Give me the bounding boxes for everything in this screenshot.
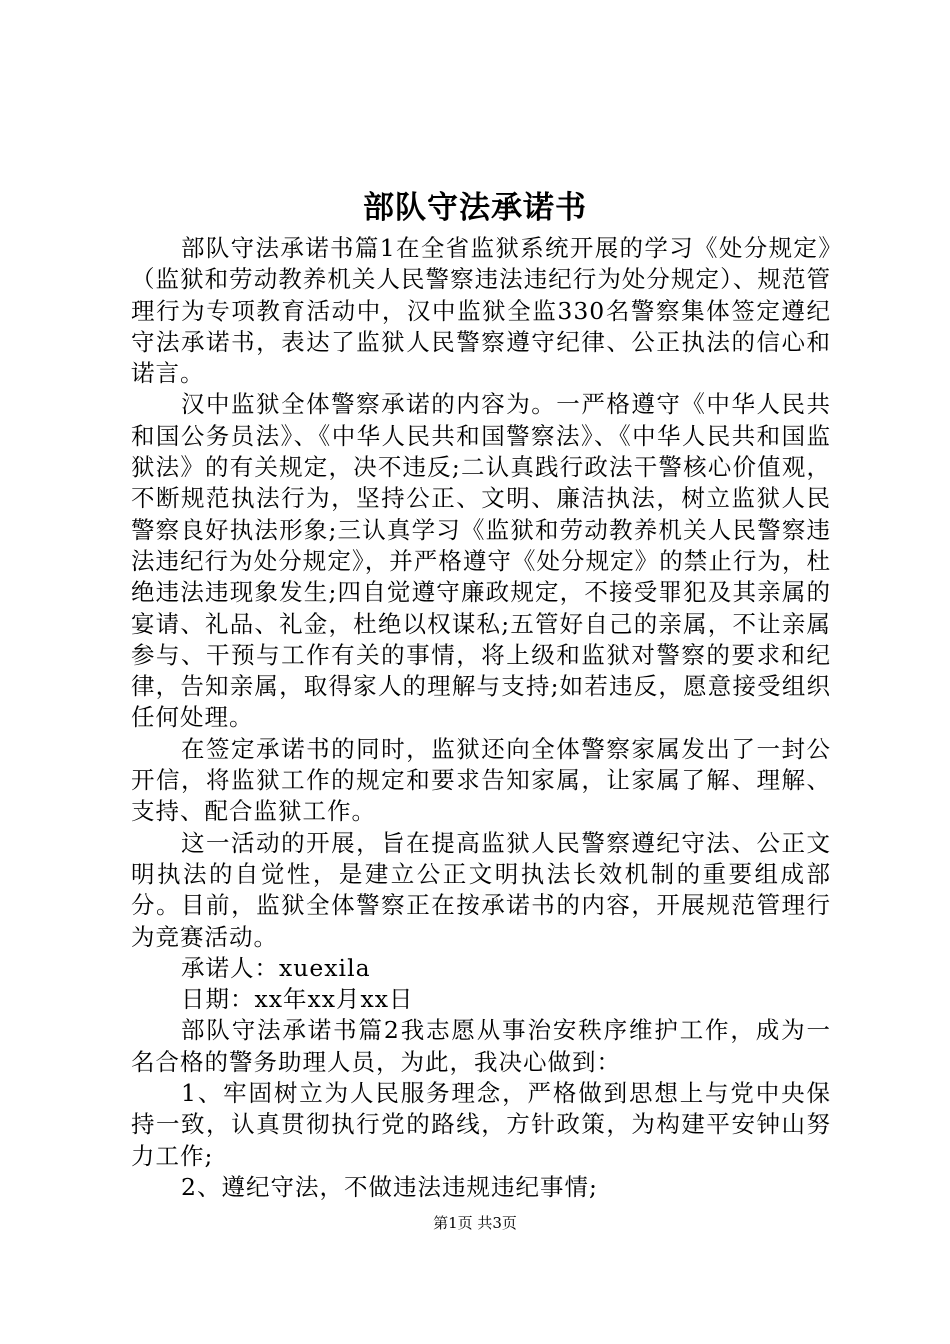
paragraph: 部队守法承诺书篇2我志愿从事治安秩序维护工作，成为一名合格的警务助理人员，为此，我决心做到：	[131, 1016, 831, 1076]
date-line: 日期：xx年xx月xx日	[181, 985, 414, 1014]
paragraph: 1、牢固树立为人民服务理念，严格做到思想上与党中央保持一致，认真贯彻执行党的路线，方针政策，为构建平安钟山努力工作;	[131, 1079, 831, 1170]
paragraph: 在签定承诺书的同时，监狱还向全体警察家属发出了一封公开信，将监狱工作的规定和要求告知家属，让家属了解、理解、支持、配合监狱工作。	[131, 734, 831, 826]
page-indicator: 第1页 共3页	[433, 1214, 517, 1232]
paragraph: 这一活动的开展，旨在提高监狱人民警察遵纪守法、公正文明执法的自觉性，是建立公正文明执法长效机制的重要组成部分。目前，监狱全体警察正在按承诺书的内容，开展规范管理行为竞赛活动。	[131, 828, 831, 951]
signatory-line: 承诺人：xuexila	[181, 953, 371, 982]
paragraph: 部队守法承诺书篇1在全省监狱系统开展的学习《处分规定》（监狱和劳动教养机关人民警察违法违纪行为处分规定）、规范管理行为专项教育活动中，汉中监狱全监330名警察集体签定遵纪守法承诺书，表达了监狱人民警察遵守纪律、公正执法的信心和诺言。	[131, 234, 831, 388]
paragraph: 汉中监狱全体警察承诺的内容为。一严格遵守《中华人民共和国公务员法》、《中华人民共和国警察法》、《中华人民共和国监狱法》的有关规定，决不违反;二认真践行政法干警核心价值观，不断规范执法行为，坚持公正、文明、廉洁执法，树立监狱人民警察良好执法形象;三认真学习《监狱和劳动教养机关人民警察违法违纪行为处分规定》，并严格遵守《处分规定》的禁止行为，杜绝违法违现象发生;四自觉遵守廉政规定，不接受罪犯及其亲属的宴请、礼品、礼金，杜绝以权谋私;五管好自己的亲属，不让亲属参与、干预与工作有关的事情，将上级和监狱对警察的要求和纪律，告知亲属，取得家人的理解与支持;如若违反，愿意接受组织任何处理。	[131, 390, 831, 732]
document-title: 部队守法承诺书	[363, 190, 587, 226]
document-body	[131, 233, 831, 1203]
paragraph: 2、遵纪守法，不做违法违规违纪事情;	[181, 1172, 598, 1201]
